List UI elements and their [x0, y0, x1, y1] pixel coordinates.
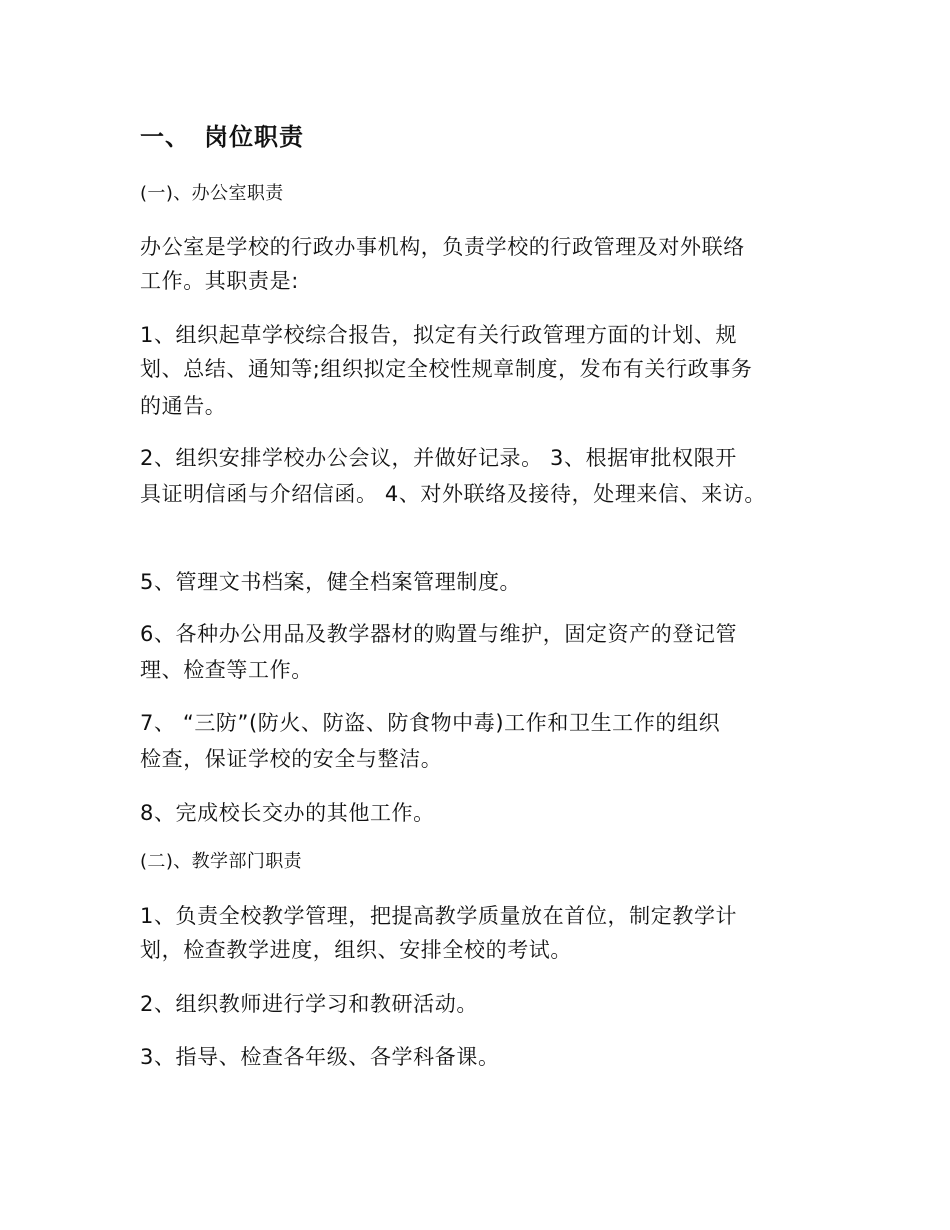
section-title-office: (一)、办公室职责: [140, 183, 284, 204]
paragraph-line: 6、各种办公用品及教学器材的购置与维护，固定资产的登记管: [140, 622, 738, 646]
paragraph-line: 理、检查等工作。: [140, 658, 313, 682]
paragraph-line: 7、 “三防”(防火、防盗、防食物中毒)工作和卫生工作的组织: [140, 711, 721, 735]
paragraph-line: 划、总结、通知等;组织拟定全校性规章制度，发布有关行政事务: [140, 357, 753, 381]
paragraph-line: 1、组织起草学校综合报告，拟定有关行政管理方面的计划、规: [140, 323, 738, 347]
paragraph-line: 检查，保证学校的安全与整洁。: [140, 747, 443, 771]
section-title-teaching: (二)、教学部门职责: [140, 851, 303, 872]
heading-title: 岗位职责: [204, 123, 304, 151]
paragraph-line: 工作。其职责是:: [140, 269, 299, 293]
paragraph-line: 划，检查教学进度，组织、安排全校的考试。: [140, 938, 572, 962]
paragraph-line: 2、组织安排学校办公会议，并做好记录。 3、根据审批权限开: [140, 446, 737, 470]
paragraph-line: 具证明信函与介绍信函。 4、对外联络及接待，处理来信、来访。: [140, 482, 767, 506]
paragraph-line: 2、组织教师进行学习和教研活动。: [140, 992, 478, 1016]
paragraph-line: 5、管理文书档案，健全档案管理制度。: [140, 570, 522, 594]
paragraph-line: 的通告。: [140, 394, 227, 418]
paragraph-line: 3、指导、检查各年级、各学科备课。: [140, 1045, 500, 1069]
paragraph-line: 8、完成校长交办的其他工作。: [140, 801, 435, 825]
paragraph-line: 办公室是学校的行政办事机构，负责学校的行政管理及对外联络: [140, 235, 745, 259]
heading-number: 一、: [140, 123, 190, 151]
page-title: [140, 121, 304, 153]
paragraph-line: 1、负责全校教学管理，把提高教学质量放在首位，制定教学计: [140, 904, 738, 928]
